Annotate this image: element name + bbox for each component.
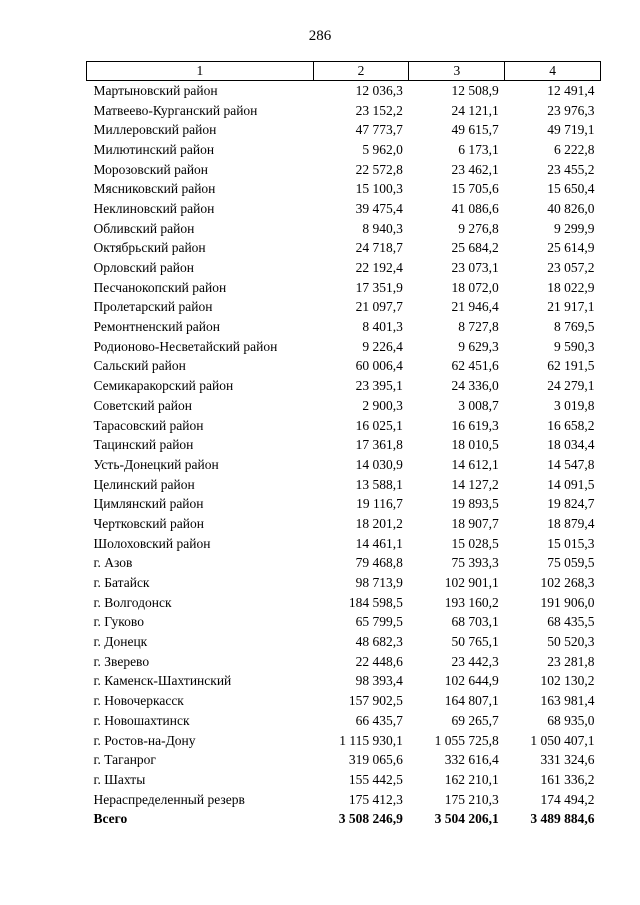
row-value-4: 161 336,2	[540, 771, 595, 787]
row-value-3: 23 073,1	[451, 260, 499, 276]
row-label: Миллеровский район	[93, 122, 217, 138]
row-label: Морозовский район	[93, 161, 209, 177]
row-value-3: 18 010,5	[451, 437, 499, 453]
page-number: 286	[308, 28, 332, 44]
table-row	[87, 239, 601, 259]
row-value-4: 19 824,7	[547, 496, 595, 512]
table-row	[87, 317, 601, 337]
row-value-2: 13 588,1	[355, 476, 403, 492]
row-value-4: 18 022,9	[547, 279, 595, 295]
row-label: Матвеево-Курганский район	[93, 102, 258, 118]
row-label: г. Таганрог	[93, 752, 156, 768]
table-row	[87, 494, 601, 514]
row-value-3: 1 055 725,8	[434, 732, 499, 748]
row-label: г. Шахты	[93, 771, 146, 787]
row-value-3: 18 907,7	[451, 515, 499, 531]
row-label: г. Волгодонск	[93, 594, 172, 610]
column-header-2: 2	[313, 62, 409, 81]
row-label: Мясниковский район	[93, 181, 216, 197]
row-value-4: 16 658,2	[547, 417, 595, 433]
table-row	[87, 613, 601, 633]
row-label: Целинский район	[93, 476, 195, 492]
row-value-3: 162 210,1	[444, 771, 499, 787]
row-value-3: 69 265,7	[451, 712, 499, 728]
row-value-3: 102 901,1	[444, 575, 499, 591]
row-value-4: 18 879,4	[547, 515, 595, 531]
row-value-2: 319 065,6	[348, 752, 403, 768]
table-row	[87, 357, 601, 377]
row-value-3: 68 703,1	[451, 614, 499, 630]
row-value-4: 3 019,8	[554, 397, 595, 413]
table-row	[87, 416, 601, 436]
column-header-3: 3	[409, 62, 505, 81]
row-value-2: 23 152,2	[355, 102, 403, 118]
row-value-4: 23 455,2	[547, 161, 595, 177]
row-label: Мартыновский район	[93, 82, 218, 98]
table-row	[87, 278, 601, 298]
row-value-2: 47 773,7	[355, 122, 403, 138]
total-label: Всего	[93, 811, 128, 827]
table-row	[87, 770, 601, 790]
row-value-4: 191 906,0	[540, 594, 595, 610]
table-row	[87, 691, 601, 711]
row-value-4: 25 614,9	[547, 240, 595, 256]
row-value-4: 62 191,5	[547, 358, 595, 374]
row-value-3: 332 616,4	[444, 752, 499, 768]
row-value-2: 17 351,9	[355, 279, 403, 295]
row-value-4: 68 435,5	[547, 614, 595, 630]
row-value-3: 21 946,4	[451, 299, 499, 315]
row-value-2: 22 448,6	[355, 653, 403, 669]
header-row	[87, 62, 601, 81]
row-label: г. Батайск	[93, 575, 150, 591]
row-value-3: 15 028,5	[451, 535, 499, 551]
table-row	[87, 455, 601, 475]
row-value-3: 18 072,0	[451, 279, 499, 295]
row-value-3: 175 210,3	[444, 791, 499, 807]
row-value-4: 1 050 407,1	[530, 732, 595, 748]
row-value-2: 98 713,9	[355, 575, 403, 591]
row-label: Родионово-Несветайский район	[93, 338, 278, 354]
row-value-3: 102 644,9	[444, 673, 499, 689]
row-value-2: 18 201,2	[355, 515, 403, 531]
table-row	[87, 711, 601, 731]
row-value-2: 12 036,3	[355, 82, 403, 98]
row-value-2: 23 395,1	[355, 378, 403, 394]
table-row	[87, 298, 601, 318]
column-header-4: 4	[505, 62, 601, 81]
row-value-2: 14 461,1	[355, 535, 403, 551]
row-value-3: 9 276,8	[458, 220, 499, 236]
row-value-2: 60 006,4	[355, 358, 403, 374]
row-value-4: 40 826,0	[547, 200, 595, 216]
row-label: Советский район	[93, 397, 192, 413]
row-label: Милютинский район	[93, 141, 215, 157]
row-value-2: 16 025,1	[355, 417, 403, 433]
row-label: Нераспределенный резерв	[93, 791, 245, 807]
table-row	[87, 396, 601, 416]
row-label: Ремонтненский район	[93, 319, 220, 335]
table-row	[87, 435, 601, 455]
row-value-4: 15 015,3	[547, 535, 595, 551]
row-value-2: 2 900,3	[362, 397, 403, 413]
row-label: г. Гуково	[93, 614, 144, 630]
row-value-4: 24 279,1	[547, 378, 595, 394]
column-header-1: 1	[87, 62, 314, 81]
row-value-4: 23 281,8	[547, 653, 595, 669]
row-value-2: 155 442,5	[348, 771, 403, 787]
row-value-3: 75 393,3	[451, 555, 499, 571]
table-row	[87, 179, 601, 199]
row-value-2: 21 097,7	[355, 299, 403, 315]
row-value-3: 16 619,3	[451, 417, 499, 433]
table-row	[87, 337, 601, 357]
row-value-3: 15 705,6	[451, 181, 499, 197]
row-value-4: 75 059,5	[547, 555, 595, 571]
row-value-2: 9 226,4	[362, 338, 403, 354]
row-label: Неклиновский район	[93, 200, 215, 216]
row-value-2: 1 115 930,1	[339, 732, 403, 748]
row-value-3: 9 629,3	[458, 338, 499, 354]
row-value-2: 17 361,8	[355, 437, 403, 453]
total-value-3: 3 504 206,1	[434, 811, 499, 827]
row-value-2: 5 962,0	[362, 141, 403, 157]
row-value-2: 184 598,5	[348, 594, 403, 610]
row-value-4: 174 494,2	[540, 791, 595, 807]
row-label: Цимлянский район	[93, 496, 204, 512]
row-value-2: 98 393,4	[355, 673, 403, 689]
row-value-4: 8 769,5	[554, 319, 595, 335]
row-value-3: 8 727,8	[458, 319, 499, 335]
row-value-2: 157 902,5	[348, 693, 403, 709]
row-value-3: 41 086,6	[451, 200, 499, 216]
table-row	[87, 554, 601, 574]
row-value-4: 21 917,1	[547, 299, 595, 315]
total-row	[87, 809, 601, 829]
row-value-3: 6 173,1	[458, 141, 499, 157]
table-row	[87, 514, 601, 534]
row-value-2: 175 412,3	[348, 791, 403, 807]
row-value-4: 23 057,2	[547, 260, 595, 276]
row-label: Шолоховский район	[93, 535, 211, 551]
row-value-4: 50 520,3	[547, 634, 595, 650]
table-row	[87, 219, 601, 239]
row-label: Усть-Донецкий район	[93, 456, 219, 472]
row-label: г. Новочеркасск	[93, 693, 184, 709]
row-value-3: 50 765,1	[451, 634, 499, 650]
row-label: г. Каменск-Шахтинский	[93, 673, 232, 689]
table-row	[87, 140, 601, 160]
row-value-3: 12 508,9	[451, 82, 499, 98]
table-row	[87, 101, 601, 121]
row-label: г. Зверево	[93, 653, 150, 669]
row-value-4: 49 719,1	[547, 122, 595, 138]
table-row	[87, 199, 601, 219]
row-value-2: 39 475,4	[355, 200, 403, 216]
row-value-2: 66 435,7	[355, 712, 403, 728]
table-row	[87, 534, 601, 554]
row-label: Семикаракорский район	[93, 378, 234, 394]
row-value-4: 163 981,4	[540, 693, 595, 709]
row-value-3: 19 893,5	[451, 496, 499, 512]
row-value-2: 8 940,3	[362, 220, 403, 236]
row-value-3: 49 615,7	[451, 122, 499, 138]
table-row	[87, 573, 601, 593]
row-value-2: 14 030,9	[355, 456, 403, 472]
total-value-2: 3 508 246,9	[338, 811, 403, 827]
row-label: Октябрьский район	[93, 240, 206, 256]
row-label: Пролетарский район	[93, 299, 213, 315]
table-row	[87, 160, 601, 180]
row-value-3: 23 442,3	[451, 653, 499, 669]
table-row	[87, 632, 601, 652]
row-value-3: 62 451,6	[451, 358, 499, 374]
row-label: Тацинский район	[93, 437, 194, 453]
table-row	[87, 81, 601, 101]
row-value-4: 14 547,8	[547, 456, 595, 472]
row-label: Песчанокопский район	[93, 279, 227, 295]
table-row	[87, 376, 601, 396]
row-label: Сальский район	[93, 358, 186, 374]
table-row	[87, 475, 601, 495]
row-value-2: 22 192,4	[355, 260, 403, 276]
row-value-4: 102 268,3	[540, 575, 595, 591]
table-row	[87, 731, 601, 751]
row-label: г. Ростов-на-Дону	[93, 732, 196, 748]
row-value-3: 25 684,2	[451, 240, 499, 256]
row-value-3: 24 336,0	[451, 378, 499, 394]
total-value-4: 3 489 884,6	[530, 811, 595, 827]
row-value-4: 12 491,4	[547, 82, 595, 98]
row-label: Обливский район	[93, 220, 195, 236]
table-row	[87, 593, 601, 613]
row-value-3: 193 160,2	[444, 594, 499, 610]
row-label: Чертковский район	[93, 515, 204, 531]
row-value-2: 24 718,7	[355, 240, 403, 256]
row-value-4: 102 130,2	[540, 673, 595, 689]
table-row	[87, 750, 601, 770]
row-label: г. Новошахтинск	[93, 712, 190, 728]
row-value-3: 14 127,2	[451, 476, 499, 492]
row-label: г. Донецк	[93, 634, 148, 650]
table-row	[87, 120, 601, 140]
row-value-4: 9 299,9	[554, 220, 595, 236]
table-row	[87, 672, 601, 692]
row-value-3: 23 462,1	[451, 161, 499, 177]
row-value-4: 6 222,8	[554, 141, 595, 157]
table-row	[87, 258, 601, 278]
row-value-4: 14 091,5	[547, 476, 595, 492]
table-row	[87, 790, 601, 810]
row-value-4: 23 976,3	[547, 102, 595, 118]
row-label: Тарасовский район	[93, 417, 204, 433]
row-value-3: 164 807,1	[444, 693, 499, 709]
row-value-2: 19 116,7	[356, 496, 403, 512]
table-body	[87, 81, 601, 810]
row-value-2: 8 401,3	[362, 319, 403, 335]
budget-table	[86, 61, 601, 829]
row-value-4: 15 650,4	[547, 181, 595, 197]
row-value-3: 24 121,1	[451, 102, 499, 118]
row-value-4: 68 935,0	[547, 712, 595, 728]
table-row	[87, 652, 601, 672]
row-value-2: 22 572,8	[355, 161, 403, 177]
row-label: Орловский район	[93, 260, 194, 276]
row-value-4: 331 324,6	[540, 752, 595, 768]
row-value-4: 18 034,4	[547, 437, 595, 453]
row-value-2: 79 468,8	[355, 555, 403, 571]
row-value-2: 65 799,5	[355, 614, 403, 630]
row-value-3: 3 008,7	[458, 397, 499, 413]
row-value-2: 15 100,3	[355, 181, 403, 197]
row-value-2: 48 682,3	[355, 634, 403, 650]
row-label: г. Азов	[93, 555, 133, 571]
row-value-3: 14 612,1	[451, 456, 499, 472]
row-value-4: 9 590,3	[554, 338, 595, 354]
